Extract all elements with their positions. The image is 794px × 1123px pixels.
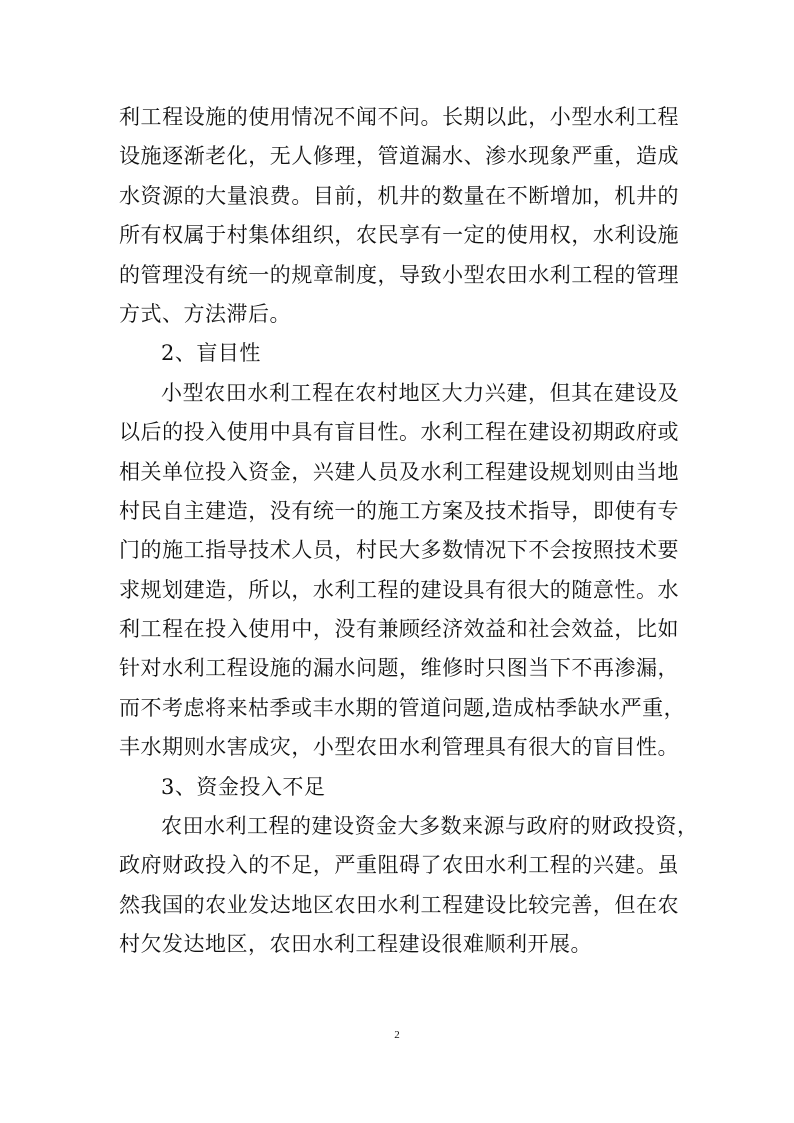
paragraph-line: 村欠发达地区，农田水利工程建设很难顺利开展。 (119, 932, 592, 957)
page-number: 2 (394, 1029, 400, 1041)
paragraph-line: 然我国的农业发达地区农田水利工程建设比较完善，但在农 (119, 892, 679, 917)
paragraph-line: 农田水利工程的建设资金大多数来源与政府的财政投资， (161, 814, 699, 839)
paragraph-line: 针对水利工程设施的漏水问题，维修时只图当下不再渗漏， (119, 656, 679, 681)
paragraph-line: 水资源的大量浪费。目前，机井的数量在不断增加，机井的 (119, 183, 679, 208)
body-text (119, 98, 699, 965)
paragraph-line: 利工程在投入使用中，没有兼顾经济效益和社会效益，比如 (119, 617, 679, 642)
paragraph-line: 政府财政投入的不足，严重阻碍了农田水利工程的兴建。虽 (119, 853, 679, 878)
paragraph-line: 相关单位投入资金，兴建人员及水利工程建设规划则由当地 (119, 459, 679, 484)
paragraph-line: 而不考虑将来枯季或丰水期的管道问题,造成枯季缺水严重， (119, 695, 686, 720)
paragraph-line: 利工程设施的使用情况不闻不问。长期以此，小型水利工程 (119, 105, 679, 129)
paragraph-line: 方式、方法滞后。 (119, 301, 291, 326)
paragraph-line: 小型农田水利工程在农村地区大力兴建，但其在建设及 (161, 380, 679, 405)
section-heading: 3、资金投入不足 (161, 774, 326, 799)
paragraph-line: 设施逐渐老化，无人修理，管道漏水、渗水现象严重，造成 (119, 144, 679, 169)
section-heading: 2、盲目性 (161, 341, 261, 366)
paragraph-line: 求规划建造，所以，水利工程的建设具有很大的随意性。水 (119, 577, 679, 602)
paragraph-line: 所有权属于村集体组织，农民享有一定的使用权，水利设施 (119, 223, 679, 248)
paragraph-line: 门的施工指导技术人员，村民大多数情况下不会按照技术要 (119, 538, 679, 563)
paragraph-line: 以后的投入使用中具有盲目性。水利工程在建设初期政府或 (119, 420, 679, 445)
paragraph-line: 村民自主建造，没有统一的施工方案及技术指导，即使有专 (119, 498, 679, 523)
paragraph-line: 丰水期则水害成灾，小型农田水利管理具有很大的盲目性。 (119, 735, 679, 760)
paragraph-line: 的管理没有统一的规章制度，导致小型农田水利工程的管理 (119, 262, 679, 287)
